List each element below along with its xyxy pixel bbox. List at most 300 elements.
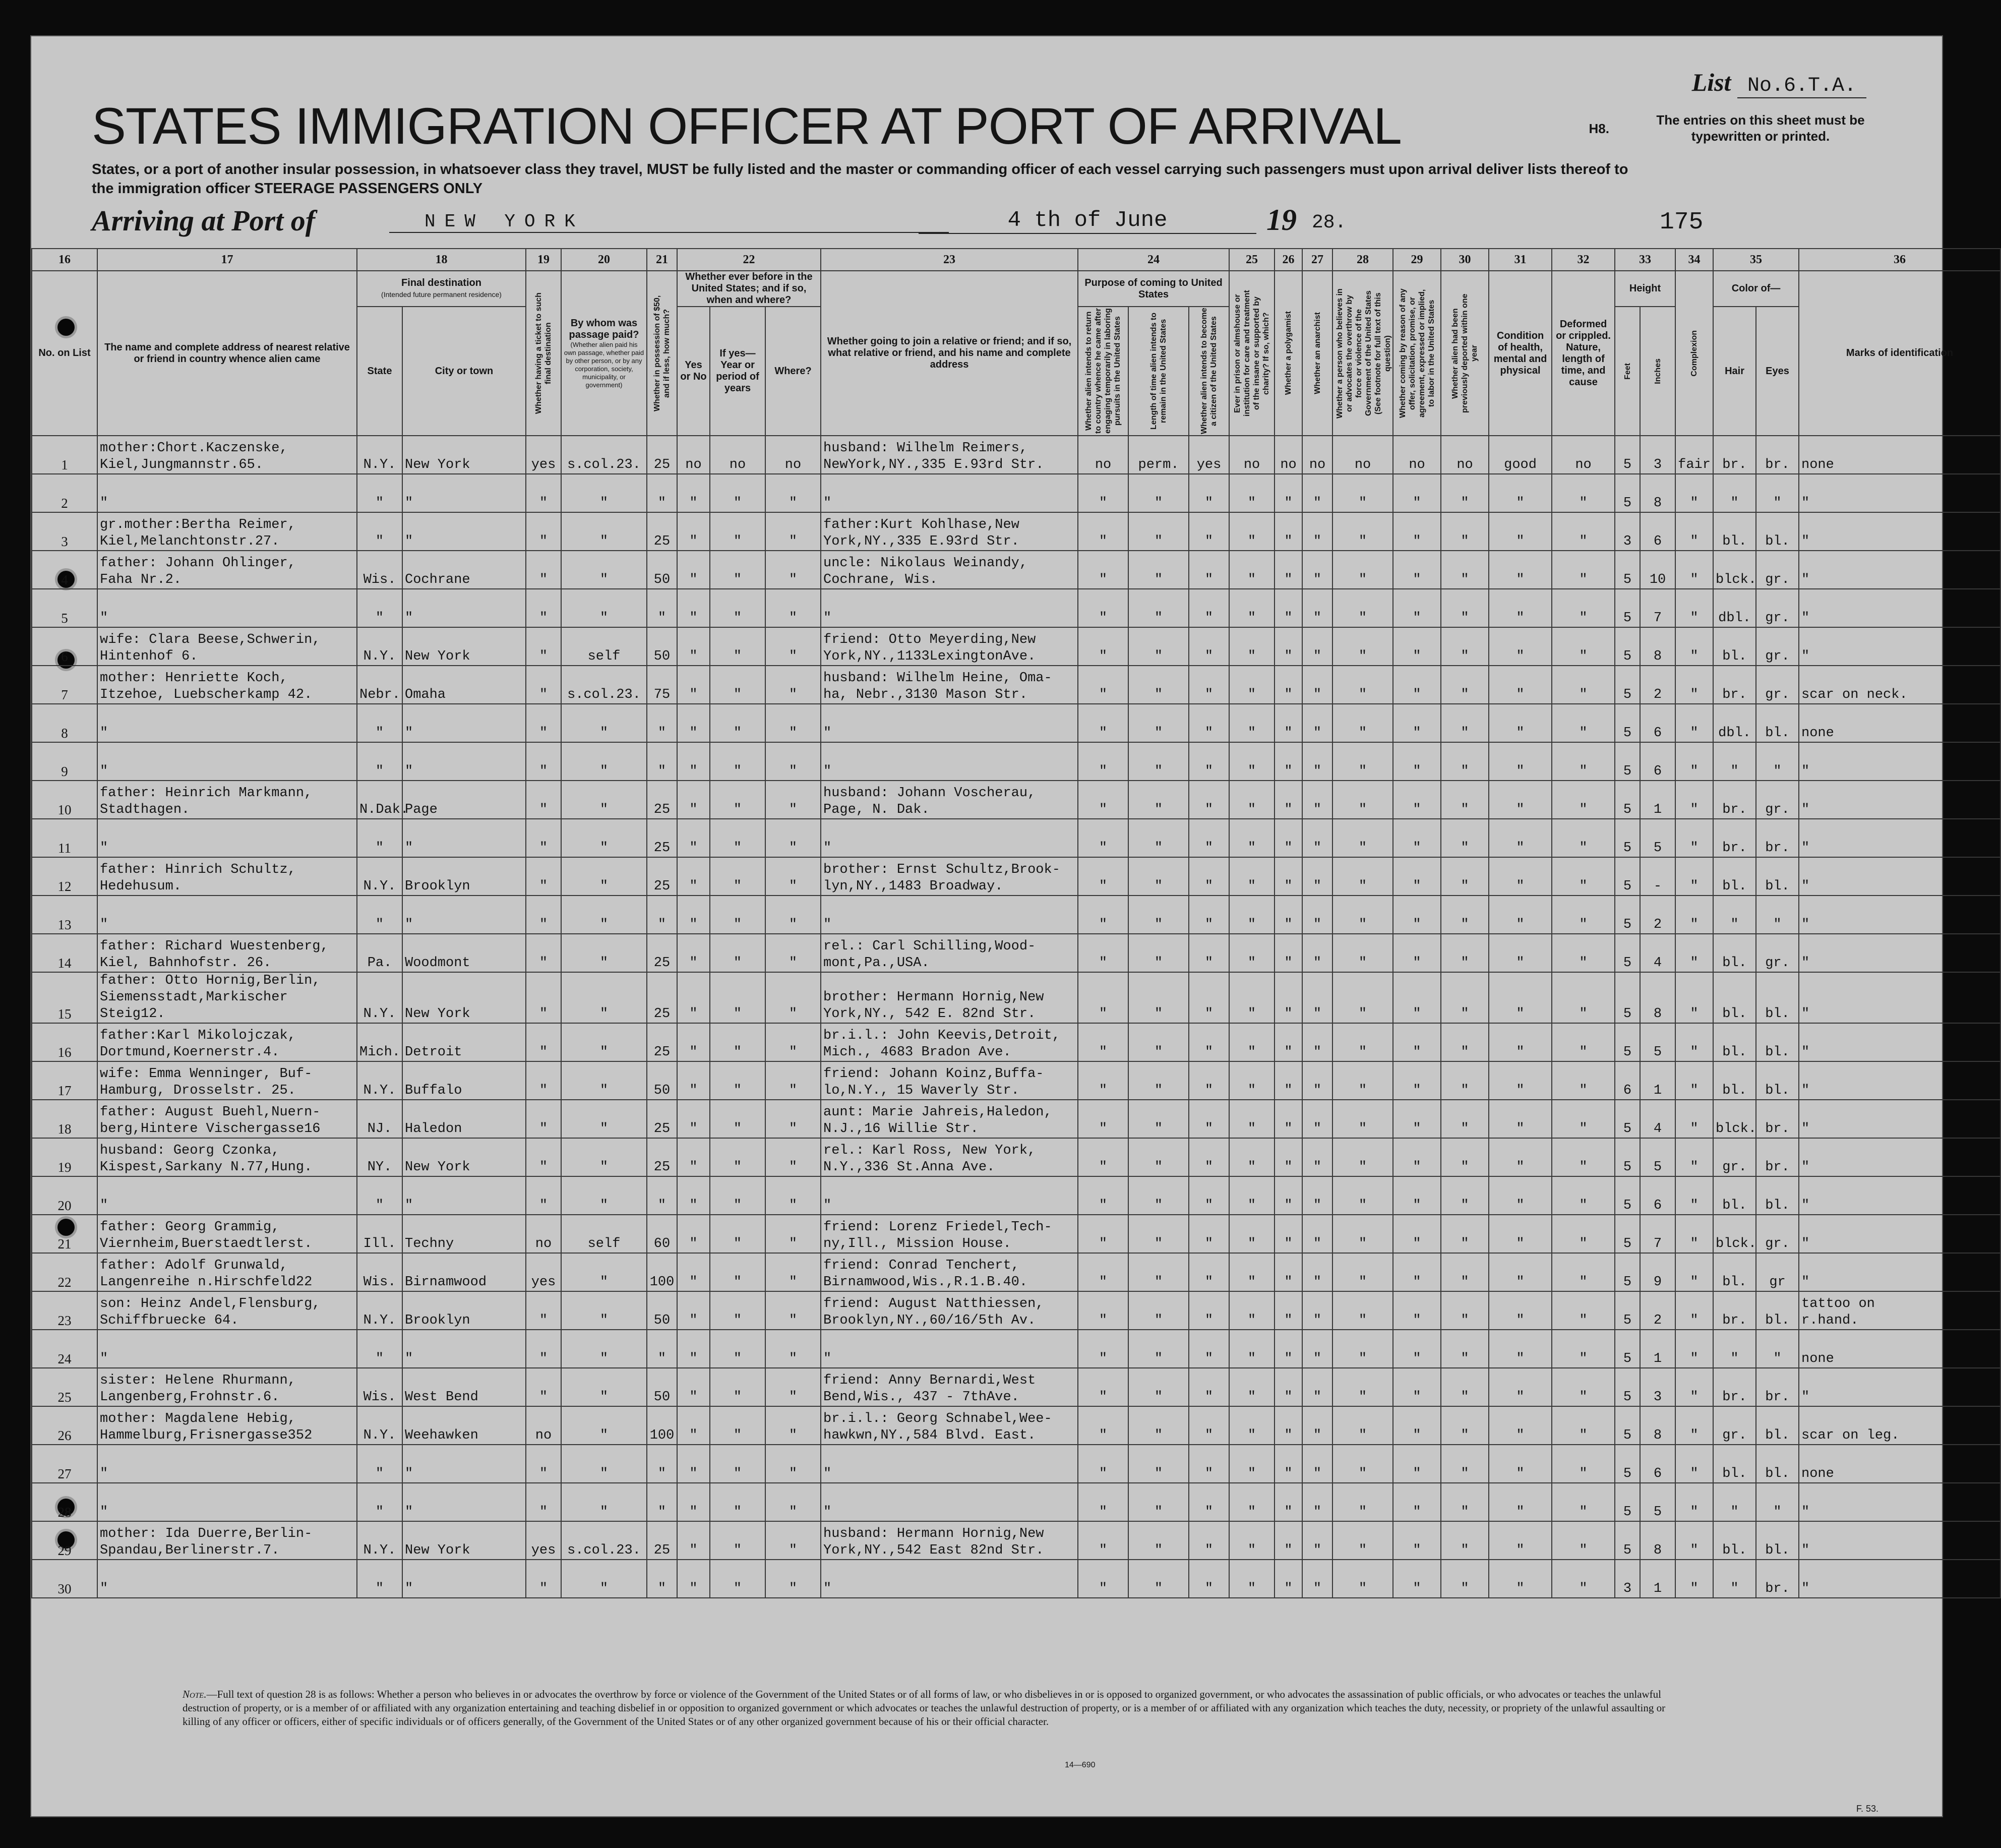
cell-q30: "	[1441, 704, 1489, 742]
cell-length: "	[1128, 551, 1189, 589]
cell-money: 25	[647, 781, 677, 819]
cell-prison: "	[1229, 1138, 1275, 1176]
list-value: No.6.T.A.	[1737, 75, 1866, 98]
cell-join: brother: Hermann Hornig,New York,NY., 542 E. 82nd Str.	[821, 972, 1078, 1023]
cell-health: good	[1489, 436, 1552, 474]
cell-join: br.i.l.: Georg Schnabel,Wee- hawkwn,NY.,584 Blvd. East.	[821, 1406, 1078, 1445]
cell-q29: "	[1393, 589, 1441, 627]
cell-paid: "	[561, 1560, 647, 1598]
cell-state: "	[357, 1176, 402, 1215]
cell-prison: "	[1229, 1215, 1275, 1253]
cell-city: "	[402, 819, 526, 857]
col-header-passage	[561, 271, 647, 436]
cell-city: "	[402, 1176, 526, 1215]
cell-marks: "	[1799, 551, 2000, 589]
cell-q28: "	[1332, 1330, 1393, 1368]
cell-q28: "	[1332, 512, 1393, 551]
cell-state: N.Y.	[357, 436, 402, 474]
cell-complexion: "	[1675, 1253, 1713, 1291]
cell-join: husband: Hermann Hornig,New York,NY.,542 East 82nd Str.	[821, 1521, 1078, 1560]
cell-hair: bl.	[1713, 857, 1756, 896]
cell-rel: father: Otto Hornig,Berlin, Siemensstadt,Markischer Steig12.	[97, 972, 357, 1023]
cell-ticket: "	[526, 589, 561, 627]
cell-q28: "	[1332, 1138, 1393, 1176]
cell-eyes: "	[1756, 1483, 1799, 1521]
money-label: Whether in possession of $50, and if less, how much?	[653, 295, 671, 411]
cell-where: "	[765, 1521, 821, 1560]
cell-citizen: "	[1189, 1521, 1229, 1560]
cell-q29: "	[1393, 1253, 1441, 1291]
passage-label: By whom was passage paid?	[569, 317, 639, 340]
cell-deformed: "	[1552, 1330, 1615, 1368]
cell-poly: "	[1275, 934, 1302, 972]
cell-join: "	[821, 896, 1078, 934]
cell-city: "	[402, 474, 526, 512]
cell-hair: "	[1713, 1330, 1756, 1368]
cell-city: Brooklyn	[402, 1291, 526, 1330]
cell-q29: "	[1393, 1100, 1441, 1138]
cell-deformed: "	[1552, 1406, 1615, 1445]
cell-length: "	[1128, 1061, 1189, 1100]
cell-ret: "	[1078, 1023, 1128, 1061]
cell-no: 25	[32, 1368, 97, 1406]
cell-city: "	[402, 896, 526, 934]
cell-eyes: bl.	[1756, 1061, 1799, 1100]
cell-q28: "	[1332, 474, 1393, 512]
complexion-label: Complexion	[1690, 330, 1699, 377]
cell-length: "	[1128, 589, 1189, 627]
passenger-row	[32, 1483, 2000, 1521]
cell-q30: "	[1441, 1330, 1489, 1368]
cell-where: "	[765, 512, 821, 551]
passenger-row	[32, 972, 2000, 1023]
cell-anarch: "	[1302, 627, 1332, 666]
cell-rel: gr.mother:Bertha Reimer, Kiel,Melanchtonstr.27.	[97, 512, 357, 551]
cell-inches: 10	[1640, 551, 1675, 589]
cell-complexion: "	[1675, 1215, 1713, 1253]
cell-q30: "	[1441, 1445, 1489, 1483]
inches-label: Inches	[1653, 358, 1662, 384]
cell-q28: "	[1332, 1483, 1393, 1521]
cell-city: New York	[402, 627, 526, 666]
q30-label: Whether alien had been previously deported within one year	[1451, 293, 1479, 413]
cell-eyes: "	[1756, 1330, 1799, 1368]
cell-hair: br.	[1713, 781, 1756, 819]
cell-q30: "	[1441, 589, 1489, 627]
cell-hair: bl.	[1713, 512, 1756, 551]
cell-inches: 6	[1640, 1445, 1675, 1483]
cell-years: "	[710, 934, 765, 972]
cell-citizen: "	[1189, 1138, 1229, 1176]
cell-q29: "	[1393, 934, 1441, 972]
cell-q29: "	[1393, 896, 1441, 934]
cell-health: "	[1489, 934, 1552, 972]
cell-before: "	[677, 896, 710, 934]
cell-money: 100	[647, 1253, 677, 1291]
cell-complexion: "	[1675, 1330, 1713, 1368]
cell-no: 10	[32, 781, 97, 819]
cell-before: "	[677, 474, 710, 512]
cell-ticket: "	[526, 551, 561, 589]
column-number: 29	[1393, 249, 1441, 271]
col-header-eyes: Eyes	[1756, 307, 1799, 436]
cell-before: "	[677, 972, 710, 1023]
cell-marks: "	[1799, 512, 2000, 551]
cell-where: "	[765, 1023, 821, 1061]
cell-ticket: "	[526, 666, 561, 704]
cell-rel: "	[97, 1330, 357, 1368]
cell-anarch: "	[1302, 1291, 1332, 1330]
passenger-row	[32, 589, 2000, 627]
cell-where: "	[765, 742, 821, 781]
cell-paid: "	[561, 1138, 647, 1176]
cell-complexion: "	[1675, 934, 1713, 972]
cell-q28: "	[1332, 1215, 1393, 1253]
cell-ret: "	[1078, 1521, 1128, 1560]
cell-anarch: "	[1302, 934, 1332, 972]
cell-complexion: "	[1675, 589, 1713, 627]
col-header-marks: Marks of identification	[1799, 271, 2000, 436]
col-header-height: Height	[1615, 271, 1675, 307]
cell-city: "	[402, 1560, 526, 1598]
cell-marks: "	[1799, 742, 2000, 781]
cell-state: Mich.	[357, 1023, 402, 1061]
cell-q29: "	[1393, 1406, 1441, 1445]
cell-complexion: "	[1675, 1560, 1713, 1598]
cell-money: 25	[647, 1100, 677, 1138]
cell-complexion: fair	[1675, 436, 1713, 474]
cell-anarch: "	[1302, 1368, 1332, 1406]
cell-marks: "	[1799, 1560, 2000, 1598]
cell-ticket: "	[526, 1061, 561, 1100]
cell-q29: "	[1393, 512, 1441, 551]
cell-health: "	[1489, 666, 1552, 704]
cell-feet: 5	[1615, 1483, 1640, 1521]
cell-hair: gr.	[1713, 1406, 1756, 1445]
cell-state: N.Y.	[357, 972, 402, 1023]
anarchist-label: Whether an anarchist	[1313, 312, 1322, 394]
col-header-no: No. on List	[32, 271, 97, 436]
cell-q29: "	[1393, 972, 1441, 1023]
cell-prison: "	[1229, 1368, 1275, 1406]
cell-hair: bl.	[1713, 1445, 1756, 1483]
cell-money: 50	[647, 1061, 677, 1100]
cell-rel: "	[97, 704, 357, 742]
cell-health: "	[1489, 1253, 1552, 1291]
cell-money: "	[647, 1445, 677, 1483]
cell-inches: 1	[1640, 781, 1675, 819]
cell-paid: "	[561, 1061, 647, 1100]
cell-marks: "	[1799, 1061, 2000, 1100]
cell-health: "	[1489, 1560, 1552, 1598]
cell-marks: "	[1799, 1483, 2000, 1521]
cell-inches: 6	[1640, 704, 1675, 742]
cell-ticket: "	[526, 896, 561, 934]
cell-no: 17	[32, 1061, 97, 1100]
cell-complexion: "	[1675, 1100, 1713, 1138]
cell-feet: 5	[1615, 551, 1640, 589]
cell-length: "	[1128, 1483, 1189, 1521]
passenger-row	[32, 1061, 2000, 1100]
cell-eyes: gr.	[1756, 589, 1799, 627]
cell-rel: father: Georg Grammig, Viernheim,Buerstaedtlerst.	[97, 1215, 357, 1253]
cell-health: "	[1489, 972, 1552, 1023]
cell-state: "	[357, 1560, 402, 1598]
cell-inches: 5	[1640, 1483, 1675, 1521]
cell-paid: "	[561, 1330, 647, 1368]
cell-poly: "	[1275, 1406, 1302, 1445]
page-subtitle: States, or a port of another insular possession, in whatsoever class they travel, MUST be fully listed and the master or commanding officer of each vessel carrying such passengers must upon arrival deliver lists thereof to the immigration officer STEERAGE PASSENGERS ONLY	[92, 161, 1628, 197]
cell-feet: 5	[1615, 589, 1640, 627]
cell-poly: "	[1275, 1291, 1302, 1330]
cell-rel: father: Johann Ohlinger, Faha Nr.2.	[97, 551, 357, 589]
cell-q28: no	[1332, 436, 1393, 474]
cell-marks: "	[1799, 781, 2000, 819]
cell-ret: "	[1078, 704, 1128, 742]
cell-prison: "	[1229, 972, 1275, 1023]
col-header-money	[647, 271, 677, 436]
cell-no: 18	[32, 1100, 97, 1138]
cell-money: 25	[647, 819, 677, 857]
cell-complexion: "	[1675, 781, 1713, 819]
cell-anarch: "	[1302, 1023, 1332, 1061]
cell-prison: "	[1229, 551, 1275, 589]
cell-before: "	[677, 1061, 710, 1100]
col-header-years	[710, 307, 765, 436]
cell-deformed: "	[1552, 781, 1615, 819]
cell-poly: "	[1275, 742, 1302, 781]
cell-city: Brooklyn	[402, 857, 526, 896]
cell-citizen: "	[1189, 896, 1229, 934]
cell-health: "	[1489, 1100, 1552, 1138]
cell-poly: "	[1275, 1253, 1302, 1291]
passenger-row	[32, 551, 2000, 589]
cell-marks: "	[1799, 1138, 2000, 1176]
cell-money: 60	[647, 1215, 677, 1253]
cell-deformed: "	[1552, 857, 1615, 896]
cell-length: "	[1128, 1291, 1189, 1330]
cell-before: "	[677, 1100, 710, 1138]
col-header-deformed: Deformed or crippled. Nature, length of time, and cause	[1552, 271, 1615, 436]
cell-money: 100	[647, 1406, 677, 1445]
typewritten-instruction: The entries on this sheet must be typewritten or printed.	[1656, 112, 1865, 144]
cell-length: "	[1128, 666, 1189, 704]
passenger-row	[32, 781, 2000, 819]
cell-ret: "	[1078, 742, 1128, 781]
final-destination-label: Final destination	[401, 277, 481, 288]
cell-paid: "	[561, 589, 647, 627]
cell-money: "	[647, 589, 677, 627]
cell-length: "	[1128, 819, 1189, 857]
cell-q30: "	[1441, 1483, 1489, 1521]
cell-money: 50	[647, 1291, 677, 1330]
cell-citizen: "	[1189, 1176, 1229, 1215]
cell-citizen: "	[1189, 972, 1229, 1023]
cell-join: rel.: Carl Schilling,Wood- mont,Pa.,USA.	[821, 934, 1078, 972]
cell-deformed: "	[1552, 1445, 1615, 1483]
cell-health: "	[1489, 819, 1552, 857]
manifest-sheet	[30, 35, 1954, 1817]
cell-ticket: "	[526, 512, 561, 551]
cell-prison: "	[1229, 666, 1275, 704]
cell-ticket: "	[526, 1138, 561, 1176]
cell-hair: "	[1713, 1483, 1756, 1521]
cell-where: "	[765, 1253, 821, 1291]
cell-anarch: "	[1302, 781, 1332, 819]
cell-eyes: bl.	[1756, 1445, 1799, 1483]
cell-ticket: "	[526, 781, 561, 819]
cell-q29: "	[1393, 1138, 1441, 1176]
cell-complexion: "	[1675, 1023, 1713, 1061]
cell-citizen: "	[1189, 1291, 1229, 1330]
cell-q30: "	[1441, 474, 1489, 512]
cell-ret: "	[1078, 551, 1128, 589]
cell-hair: bl.	[1713, 1253, 1756, 1291]
cell-q29: "	[1393, 1023, 1441, 1061]
col-header-purpose-b	[1128, 307, 1189, 436]
cell-money: 50	[647, 551, 677, 589]
cell-city: Omaha	[402, 666, 526, 704]
cell-eyes: br.	[1756, 1560, 1799, 1598]
cell-rel: father: Richard Wuestenberg, Kiel, Bahnhofstr. 26.	[97, 934, 357, 972]
cell-paid: "	[561, 1406, 647, 1445]
cell-anarch: "	[1302, 1560, 1332, 1598]
cell-marks: scar on neck.	[1799, 666, 2000, 704]
cell-deformed: no	[1552, 436, 1615, 474]
cell-inches: 5	[1640, 1138, 1675, 1176]
cell-city: "	[402, 1483, 526, 1521]
cell-health: "	[1489, 551, 1552, 589]
cell-citizen: "	[1189, 1406, 1229, 1445]
cell-where: "	[765, 1483, 821, 1521]
cell-inches: 6	[1640, 1176, 1675, 1215]
cell-q30: "	[1441, 781, 1489, 819]
feet-label: Feet	[1623, 363, 1632, 380]
passenger-row	[32, 436, 2000, 474]
cell-hair: br.	[1713, 1291, 1756, 1330]
cell-anarch: "	[1302, 742, 1332, 781]
cell-rel: sister: Helene Rhurmann, Langenberg,Frohnstr.6.	[97, 1368, 357, 1406]
cell-inches: 5	[1640, 819, 1675, 857]
cell-feet: 5	[1615, 1291, 1640, 1330]
cell-years: "	[710, 1176, 765, 1215]
cell-prison: "	[1229, 1330, 1275, 1368]
cell-q30: "	[1441, 1521, 1489, 1560]
cell-anarch: "	[1302, 589, 1332, 627]
passenger-row	[32, 1023, 2000, 1061]
cell-inches: 7	[1640, 1215, 1675, 1253]
cell-city: New York	[402, 1521, 526, 1560]
cell-years: no	[710, 436, 765, 474]
cell-join: rel.: Karl Ross, New York, N.Y.,336 St.Anna Ave.	[821, 1138, 1078, 1176]
header-row-1	[32, 271, 2000, 307]
cell-state: N.Y.	[357, 627, 402, 666]
cell-hair: br.	[1713, 819, 1756, 857]
cell-length: "	[1128, 857, 1189, 896]
cell-prison: "	[1229, 1521, 1275, 1560]
cell-rel: "	[97, 1483, 357, 1521]
cell-anarch: "	[1302, 1521, 1332, 1560]
cell-prison: "	[1229, 896, 1275, 934]
col-header-where: Where?	[765, 307, 821, 436]
cell-hair: dbl.	[1713, 704, 1756, 742]
cell-prison: "	[1229, 704, 1275, 742]
cell-city: "	[402, 512, 526, 551]
cell-length: "	[1128, 627, 1189, 666]
cell-citizen: "	[1189, 474, 1229, 512]
cell-city: West Bend	[402, 1368, 526, 1406]
cell-poly: "	[1275, 666, 1302, 704]
cell-no: 12	[32, 857, 97, 896]
passenger-row	[32, 1176, 2000, 1215]
cell-eyes: br.	[1756, 819, 1799, 857]
cell-no: 5	[32, 589, 97, 627]
cell-inches: 2	[1640, 666, 1675, 704]
manifest-body	[32, 436, 2000, 1598]
passenger-row	[32, 1521, 2000, 1560]
cell-complexion: "	[1675, 551, 1713, 589]
form-number: F. 53.	[1856, 1804, 1879, 1814]
cell-deformed: "	[1552, 896, 1615, 934]
cell-no: 13	[32, 896, 97, 934]
cell-poly: "	[1275, 1176, 1302, 1215]
passenger-row	[32, 1253, 2000, 1291]
cell-city: New York	[402, 1138, 526, 1176]
cell-eyes: bl.	[1756, 857, 1799, 896]
cell-length: "	[1128, 1521, 1189, 1560]
cell-before: "	[677, 1176, 710, 1215]
cell-q29: "	[1393, 1215, 1441, 1253]
cell-state: "	[357, 512, 402, 551]
cell-no: 3	[32, 512, 97, 551]
cell-join: friend: Anny Bernardi,West Bend,Wis., 437 - 7thAve.	[821, 1368, 1078, 1406]
cell-years: "	[710, 1368, 765, 1406]
cell-hair: br.	[1713, 666, 1756, 704]
cell-where: "	[765, 1330, 821, 1368]
cell-citizen: "	[1189, 1215, 1229, 1253]
cell-length: "	[1128, 1253, 1189, 1291]
cell-health: "	[1489, 1061, 1552, 1100]
cell-where: "	[765, 1176, 821, 1215]
cell-anarch: "	[1302, 474, 1332, 512]
cell-q30: "	[1441, 896, 1489, 934]
cell-q30: "	[1441, 551, 1489, 589]
cell-money: "	[647, 896, 677, 934]
cell-complexion: "	[1675, 742, 1713, 781]
column-number: 30	[1441, 249, 1489, 271]
column-number: 24	[1078, 249, 1229, 271]
list-label: List	[1691, 68, 1731, 96]
cell-no: 9	[32, 742, 97, 781]
cell-ticket: "	[526, 704, 561, 742]
year-suffix: 28.	[1312, 212, 1347, 233]
cell-deformed: "	[1552, 704, 1615, 742]
cell-deformed: "	[1552, 1138, 1615, 1176]
cell-city: Woodmont	[402, 934, 526, 972]
col-header-anarchist	[1302, 271, 1332, 436]
cell-inches: 3	[1640, 436, 1675, 474]
cell-anarch: "	[1302, 1253, 1332, 1291]
cell-inches: 6	[1640, 742, 1675, 781]
cell-where: "	[765, 1560, 821, 1598]
cell-feet: 5	[1615, 1253, 1640, 1291]
cell-eyes: "	[1756, 896, 1799, 934]
cell-q28: "	[1332, 896, 1393, 934]
cell-health: "	[1489, 1023, 1552, 1061]
cell-feet: 5	[1615, 1176, 1640, 1215]
cell-rel: father: Adolf Grunwald, Langenreihe n.Hirschfeld22	[97, 1253, 357, 1291]
cell-no: 14	[32, 934, 97, 972]
